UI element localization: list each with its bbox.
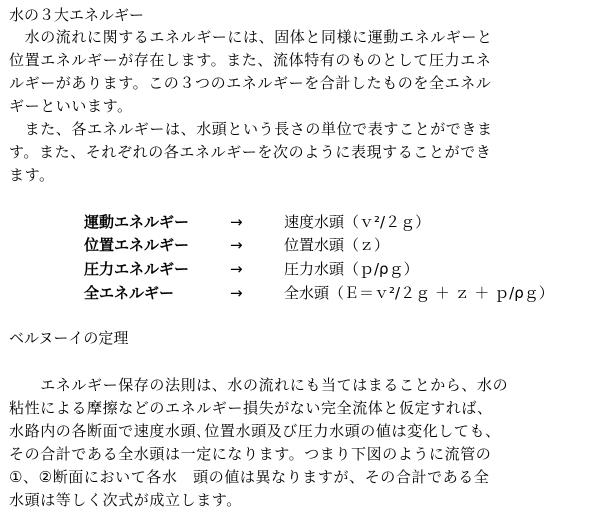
- paragraph-line: 粘性による摩擦などのエネルギー損失がない完全流体と仮定すれば、: [9, 399, 493, 417]
- head-expression: 速度水頭（ｖ²/２ｇ）: [284, 213, 431, 231]
- energy-term: 全エネルギー: [84, 284, 175, 302]
- energy-term: 運動エネルギー: [84, 213, 190, 231]
- paragraph-line: す。また、それぞれの各エネルギーを次のように表現することができ: [9, 143, 492, 161]
- paragraph-line: ます。: [9, 166, 55, 184]
- formula-row-total: [84, 282, 604, 304]
- arrow-right-icon: →: [230, 213, 243, 231]
- head-expression: 圧力水頭（ｐ/ρｇ）: [284, 260, 419, 278]
- paragraph-line: エネルギー保存の法則は、水の流れにも当てはまることから、水の: [9, 376, 509, 394]
- paragraph-line: ギーといいます。: [9, 97, 133, 115]
- paragraph-line: 水の流れに関するエネルギーには、固体と同様に運動エネルギーと: [9, 28, 493, 46]
- paragraph-line: ①、②断面において各水 頭の値は異なりますが、その合計である全: [9, 468, 490, 486]
- energy-term: 圧力エネルギー: [84, 260, 190, 278]
- paragraph-line: ルギーがあります。この３つのエネルギーを合計したものを全エネル: [9, 74, 492, 92]
- energy-term: 位置エネルギー: [84, 236, 190, 254]
- arrow-right-icon: →: [230, 284, 243, 302]
- head-expression: 位置水頭（ｚ）: [284, 236, 390, 254]
- paragraph-line: 水頭は等しく次式が成立します。: [9, 491, 242, 509]
- section-title-bernoulli: ベルヌーイの定理: [9, 329, 129, 347]
- arrow-right-icon: →: [230, 260, 243, 278]
- paragraph-line: 水路内の各断面で速度水頭､位置水頭及び圧力水頭の値は変化しても、: [9, 422, 501, 440]
- paragraph-line: また、各エネルギーは、水頭という長さの単位で表すことができま: [9, 120, 493, 138]
- formula-row-pressure: [84, 258, 604, 280]
- section-title-three-energies: 水の３大エネルギー: [9, 6, 145, 24]
- formula-row-potential: [84, 234, 604, 256]
- head-expression: 全水頭（Ｅ＝ｖ²/２ｇ ＋ ｚ ＋ ｐ/ρｇ）: [284, 284, 554, 302]
- paragraph-line: 位置エネルギーが存在します。また、流体特有のものとして圧力エネ: [9, 51, 492, 69]
- paragraph-line: その合計である全水頭は一定になります。つまり下図のように流管の: [9, 445, 492, 463]
- arrow-right-icon: →: [230, 236, 243, 254]
- formula-row-kinetic: [84, 211, 604, 233]
